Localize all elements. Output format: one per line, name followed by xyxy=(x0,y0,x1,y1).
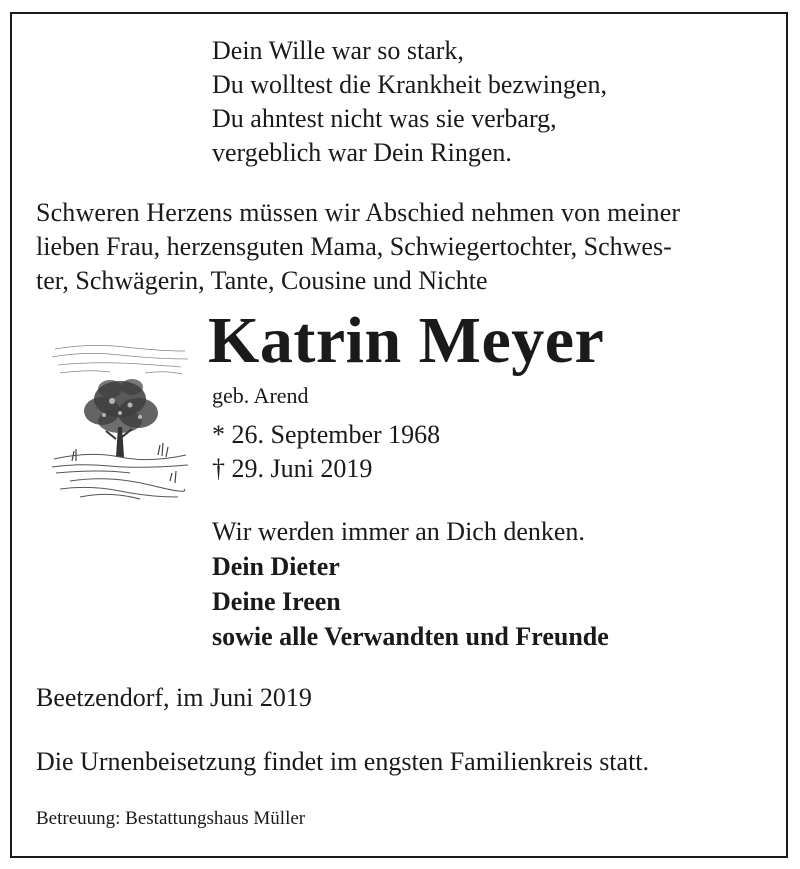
deceased-name: Katrin Meyer xyxy=(208,304,605,377)
intro-line: lieben Frau, herzensguten Mama, Schwiegertochter, Schwes- xyxy=(36,232,672,261)
obituary-notice xyxy=(10,12,788,858)
poem xyxy=(212,34,607,170)
burial-note: Die Urnenbeisetzung findet im engsten Familienkreis statt. xyxy=(36,747,650,776)
closing-block xyxy=(212,514,609,654)
intro-text xyxy=(36,196,771,298)
remembrance-line: Wir werden immer an Dich denken. xyxy=(212,517,585,546)
intro-line: ter, Schwägerin, Tante, Cousine und Nichte xyxy=(36,266,488,295)
mourner-name: Dein Dieter xyxy=(212,552,340,581)
poem-line: Du wolltest die Krankheit bezwingen, xyxy=(212,70,607,99)
poem-line: Du ahntest nicht was sie verbarg, xyxy=(212,104,557,133)
birth-name: geb. Arend xyxy=(212,383,309,408)
funeral-home: Betreuung: Bestattungshaus Müller xyxy=(36,808,306,829)
place-date: Beetzendorf, im Juni 2019 xyxy=(36,683,312,712)
tree-illustration-icon xyxy=(50,339,190,504)
intro-line: Schweren Herzens müssen wir Abschied nehmen von meiner xyxy=(36,198,681,227)
mourner-name: sowie alle Verwandten und Freunde xyxy=(212,622,609,651)
birth-date: * 26. September 1968 xyxy=(212,420,441,449)
poem-line: Dein Wille war so stark, xyxy=(212,36,464,65)
poem-line: vergeblich war Dein Ringen. xyxy=(212,138,512,167)
mourner-name: Deine Ireen xyxy=(212,587,341,616)
death-date: † 29. Juni 2019 xyxy=(212,454,373,483)
